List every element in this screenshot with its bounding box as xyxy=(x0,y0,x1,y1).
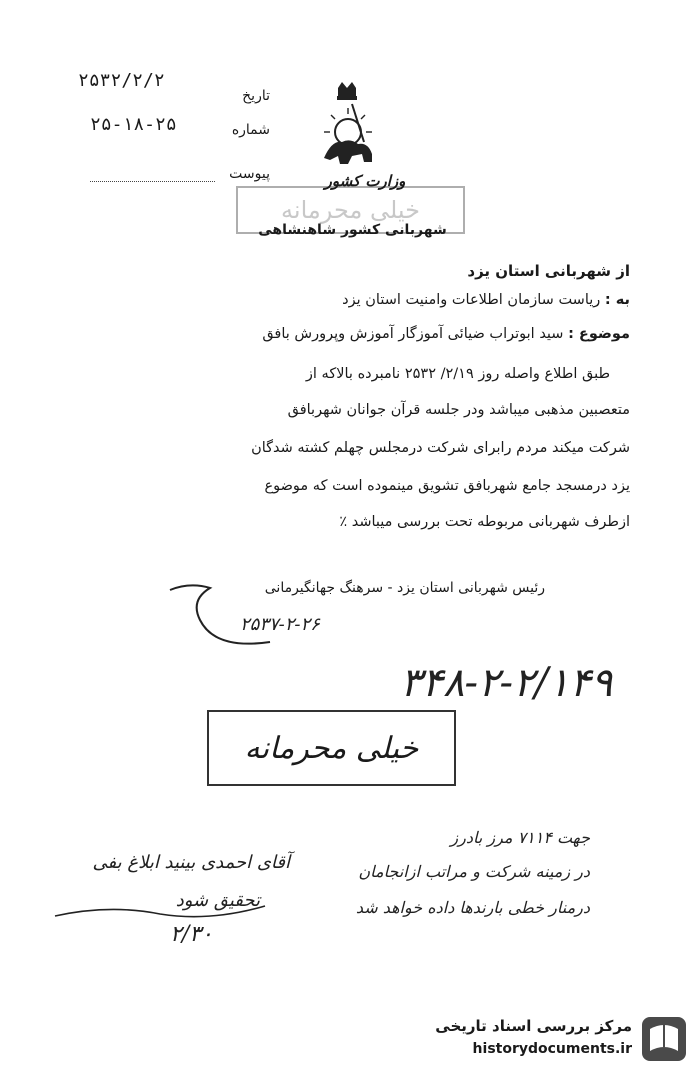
note-line: جهت ۷۱۱۴ مرز بادرز xyxy=(450,828,590,847)
number-label: شماره xyxy=(231,122,270,138)
faint-confidential-stamp: خیلی محرمانه xyxy=(236,186,465,234)
note-line: درمنار خطی بارندها داده خواهد شد xyxy=(355,898,590,917)
body-line: ازطرف شهربانی مربوطه تحت بررسی میباشد ٪ xyxy=(339,514,630,530)
to-text: ریاست سازمان اطلاعات وامنیت استان یزد xyxy=(342,292,601,308)
body-line: طبق اطلاع واصله روز ۲/۱۹/ ۲۵۳۲ نامبرده بالاکه از xyxy=(305,366,610,382)
attachment-label: پیوست xyxy=(229,166,270,182)
to-line xyxy=(342,292,630,308)
lion-and-sun-emblem-icon xyxy=(312,80,382,170)
body-line: شرکت میکند مردم رابرای شرکت درمجلس چهلم کشته شدگان xyxy=(251,440,630,456)
note-underline-scribble xyxy=(50,896,270,926)
footer-brand xyxy=(420,1015,690,1067)
confidential-stamp xyxy=(207,710,456,786)
subject-label: موضوع : xyxy=(568,326,630,342)
document-meta xyxy=(70,70,270,190)
from-line: از شهربانی استان یزد xyxy=(467,262,630,280)
ministry-title: وزارت کشور xyxy=(324,172,406,190)
left-note-date: ۲/۳۰ xyxy=(170,922,213,947)
brand-url: historydocuments.ir xyxy=(472,1041,632,1057)
confidential-stamp-text: خیلی محرمانه xyxy=(244,730,419,766)
subject-text: سید ابوتراب ضیائی آموزگار آموزش وپرورش بافق xyxy=(262,326,564,342)
brand-name: مرکز بررسی اسناد تاریخی xyxy=(435,1017,632,1035)
left-note-line: آقای احمدی بینید ابلاغ بفی xyxy=(92,852,290,873)
body-line: یزد درمسجد جامع شهربافق تشویق مینموده است که موضوع xyxy=(264,478,630,494)
handwritten-reference-number: ۳۴۸-۲-۲/۱۴۹ xyxy=(400,660,613,706)
body-line: متعصبین مذهبی میباشد ودر جلسه قرآن جوانان شهربافق xyxy=(287,402,630,418)
handwritten-date: ۲۵۳۷-۲-۲۶ xyxy=(240,614,320,635)
ministry-subtitle: شهربانی کشور شاهنشاهی xyxy=(258,222,447,238)
archive-logo-icon xyxy=(640,1015,688,1063)
date-label: تاریخ xyxy=(242,88,270,104)
attachment-dots xyxy=(90,180,215,182)
date-value: ۲۵۳۲/۲/۲ xyxy=(78,70,165,91)
left-note-line: تحقیق شود xyxy=(175,890,260,911)
to-label: به : xyxy=(604,292,630,308)
subject-line xyxy=(262,326,630,342)
signature-line: رئیس شهربانی استان یزد - سرهنگ جهانگیرمانی xyxy=(264,580,545,596)
number-value: ۲۵-۱۸-۲۵ xyxy=(90,114,177,135)
note-line: در زمینه شرکت و مراتب ازانجامان xyxy=(358,862,590,881)
